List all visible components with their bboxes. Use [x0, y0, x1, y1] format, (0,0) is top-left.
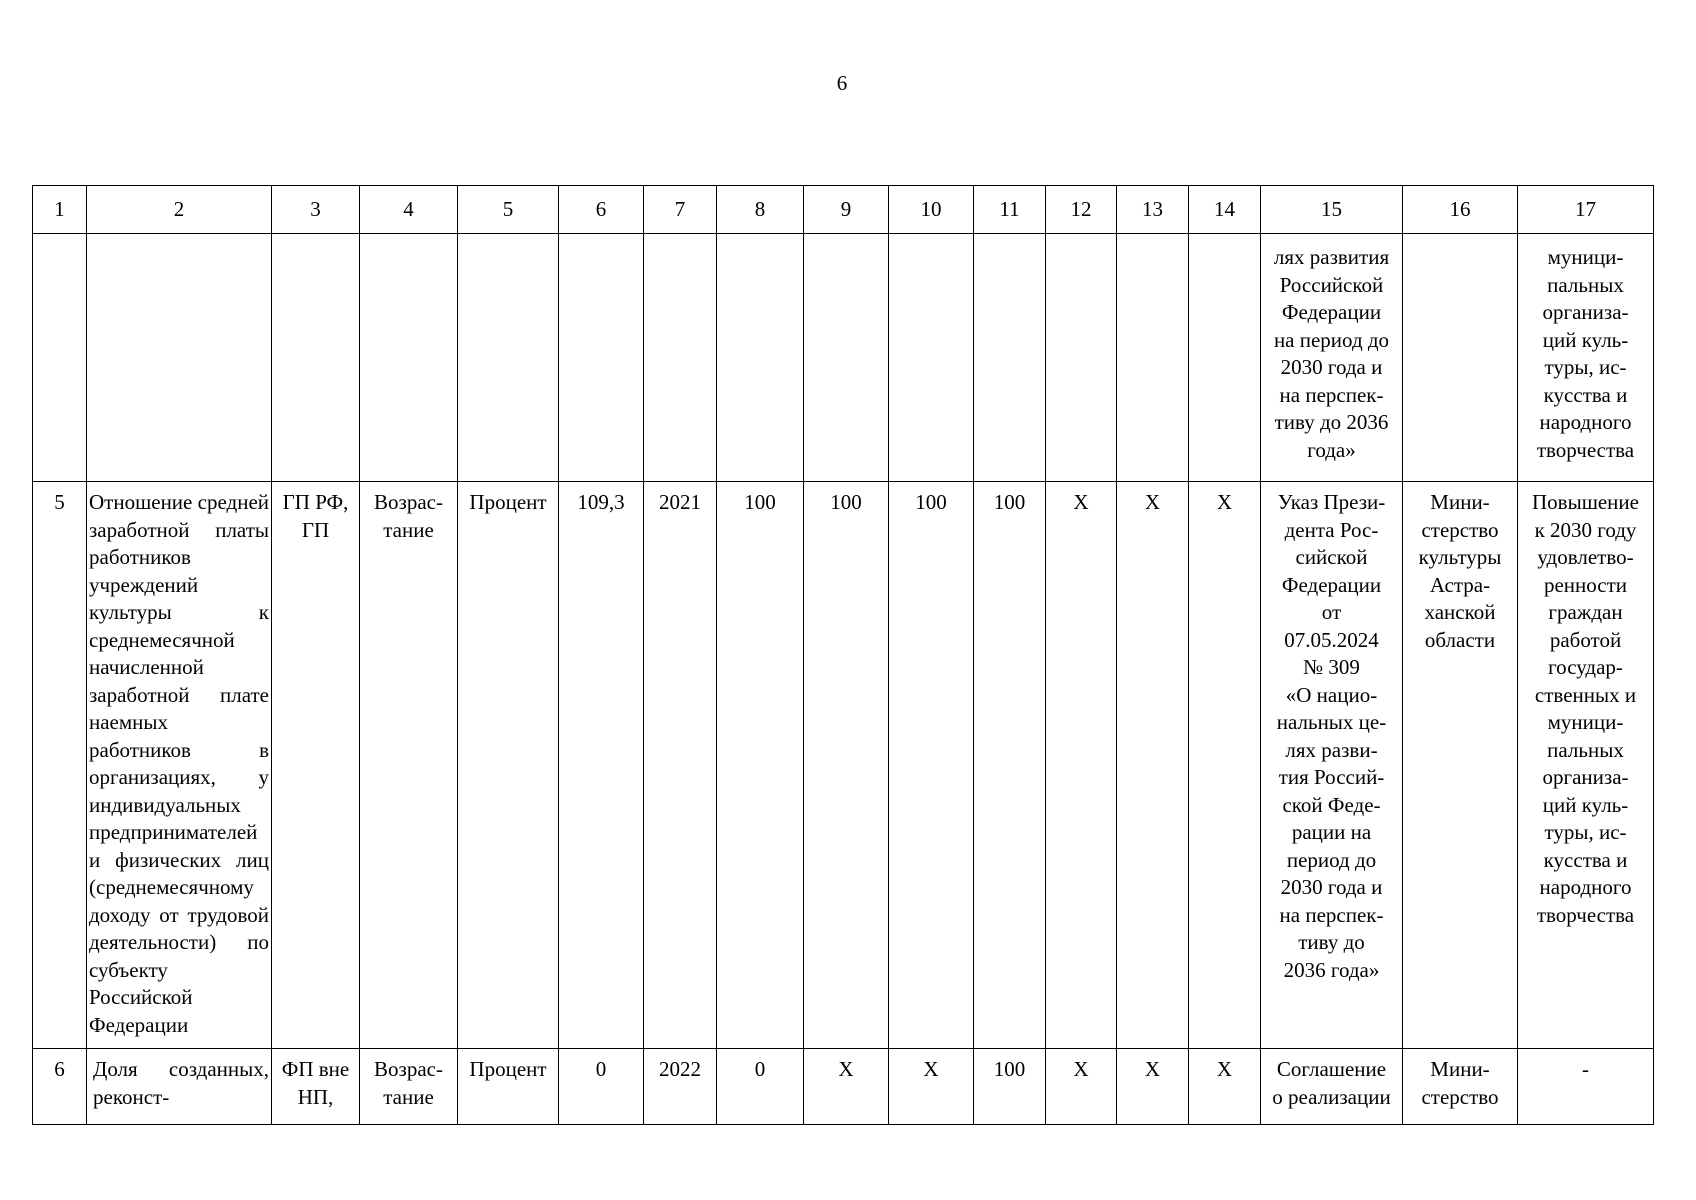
table-cell: [458, 234, 559, 482]
column-header: 15: [1261, 186, 1403, 234]
link-cell: -: [1518, 1049, 1654, 1125]
table-cell: [974, 234, 1046, 482]
table-cell: [33, 234, 87, 482]
column-header: 2: [87, 186, 272, 234]
value-cell: X: [1046, 482, 1117, 1049]
base-year-cell: 2021: [644, 482, 717, 1049]
table-header-row: [33, 186, 1654, 234]
document-cell: [1261, 482, 1403, 1049]
column-header: 14: [1189, 186, 1261, 234]
trend-text: Возрас- тание: [374, 490, 443, 542]
column-header: 8: [717, 186, 804, 234]
table-cell: [1046, 234, 1117, 482]
column-header: 3: [272, 186, 360, 234]
document-cell: [1261, 1049, 1403, 1125]
trend-cell: [360, 482, 458, 1049]
responsible-text: Мини- стерство: [1421, 1057, 1499, 1109]
column-header: 10: [889, 186, 974, 234]
link-cell: [1518, 482, 1654, 1049]
responsible-text: Мини- стерство культуры Астра- ханской области: [1418, 490, 1502, 652]
trend-cell: [360, 1049, 458, 1125]
table-cell: [644, 234, 717, 482]
table-cell: [360, 234, 458, 482]
table-row: [33, 482, 1654, 1049]
unit-cell: Процент: [458, 482, 559, 1049]
base-value-cell: 0: [559, 1049, 644, 1125]
value-cell: X: [1189, 482, 1261, 1049]
column-header: 6: [559, 186, 644, 234]
column-header: 9: [804, 186, 889, 234]
indicator-name: Отношение средней заработной платы работников учреждений культуры к среднемесячной начисленной заработной плате наемных работников в организациях, у индивидуальных предпринимателей и физических лиц (среднемесячному доходу от трудовой деятельности) по субъекту Российской Федерации: [87, 482, 272, 1049]
table-cell: [889, 234, 974, 482]
link-text: Повышение к 2030 году удовлетво- ренности граждан работой государ- ственных и муници- пальных организа- ций куль- туры, ис- кусства и народного творчества: [1532, 490, 1639, 927]
column-header: 13: [1117, 186, 1189, 234]
table-row-continuation: [33, 234, 1654, 482]
link-cell: [1518, 234, 1654, 482]
table-cell: [87, 234, 272, 482]
table-cell: [1403, 234, 1518, 482]
responsible-cell: [1403, 482, 1518, 1049]
indicators-table: [32, 185, 1654, 1125]
base-value-cell: 109,3: [559, 482, 644, 1049]
table-cell: [272, 234, 360, 482]
document-cell: [1261, 234, 1403, 482]
value-cell: 100: [889, 482, 974, 1049]
value-cell: 100: [974, 1049, 1046, 1125]
table-cell: [1117, 234, 1189, 482]
value-cell: X: [804, 1049, 889, 1125]
table-cell: [559, 234, 644, 482]
value-cell: X: [1046, 1049, 1117, 1125]
table-cell: [804, 234, 889, 482]
trend-text: Возрас- тание: [374, 1057, 443, 1109]
value-cell: X: [1189, 1049, 1261, 1125]
value-cell: 100: [804, 482, 889, 1049]
table-cell: [717, 234, 804, 482]
value-cell: X: [1117, 1049, 1189, 1125]
column-header: 11: [974, 186, 1046, 234]
indicator-name: Доля созданных, реконст-: [87, 1049, 272, 1125]
row-number: 6: [33, 1049, 87, 1125]
link-text: муници- пальных организа- ций куль- туры, ис- кусства и народного творчества: [1536, 245, 1635, 462]
document-text: лях развития Российской Федерации на период до 2030 года и на перспек- тиву до 2036 года»: [1273, 245, 1390, 462]
responsible-cell: [1403, 1049, 1518, 1125]
column-header: 7: [644, 186, 717, 234]
document-text: Указ Прези- дента Рос- сийской Федерации от 07.05.2024 № 309 «О нацио- нальных це- лях разви- тия Россий- ской Феде- рации на период до 2030 года и на перспек- тиву до 2036 года»: [1276, 490, 1387, 982]
column-header: 4: [360, 186, 458, 234]
document-text: Соглашение о реализации: [1272, 1057, 1391, 1109]
page-number: 6: [836, 71, 848, 95]
table-row: [33, 1049, 1654, 1125]
table-cell: [1189, 234, 1261, 482]
column-header: 1: [33, 186, 87, 234]
level-cell: [272, 1049, 360, 1125]
column-header: 12: [1046, 186, 1117, 234]
value-cell: X: [1117, 482, 1189, 1049]
unit-cell: Процент: [458, 1049, 559, 1125]
value-cell: 100: [974, 482, 1046, 1049]
value-cell: 100: [717, 482, 804, 1049]
column-header: 5: [458, 186, 559, 234]
row-number: 5: [33, 482, 87, 1049]
base-year-cell: 2022: [644, 1049, 717, 1125]
level-text: ФП вне НП,: [281, 1057, 350, 1109]
value-cell: X: [889, 1049, 974, 1125]
level-cell: [272, 482, 360, 1049]
value-cell: 0: [717, 1049, 804, 1125]
column-header: 17: [1518, 186, 1654, 234]
level-text: ГП РФ, ГП: [282, 490, 349, 542]
column-header: 16: [1403, 186, 1518, 234]
